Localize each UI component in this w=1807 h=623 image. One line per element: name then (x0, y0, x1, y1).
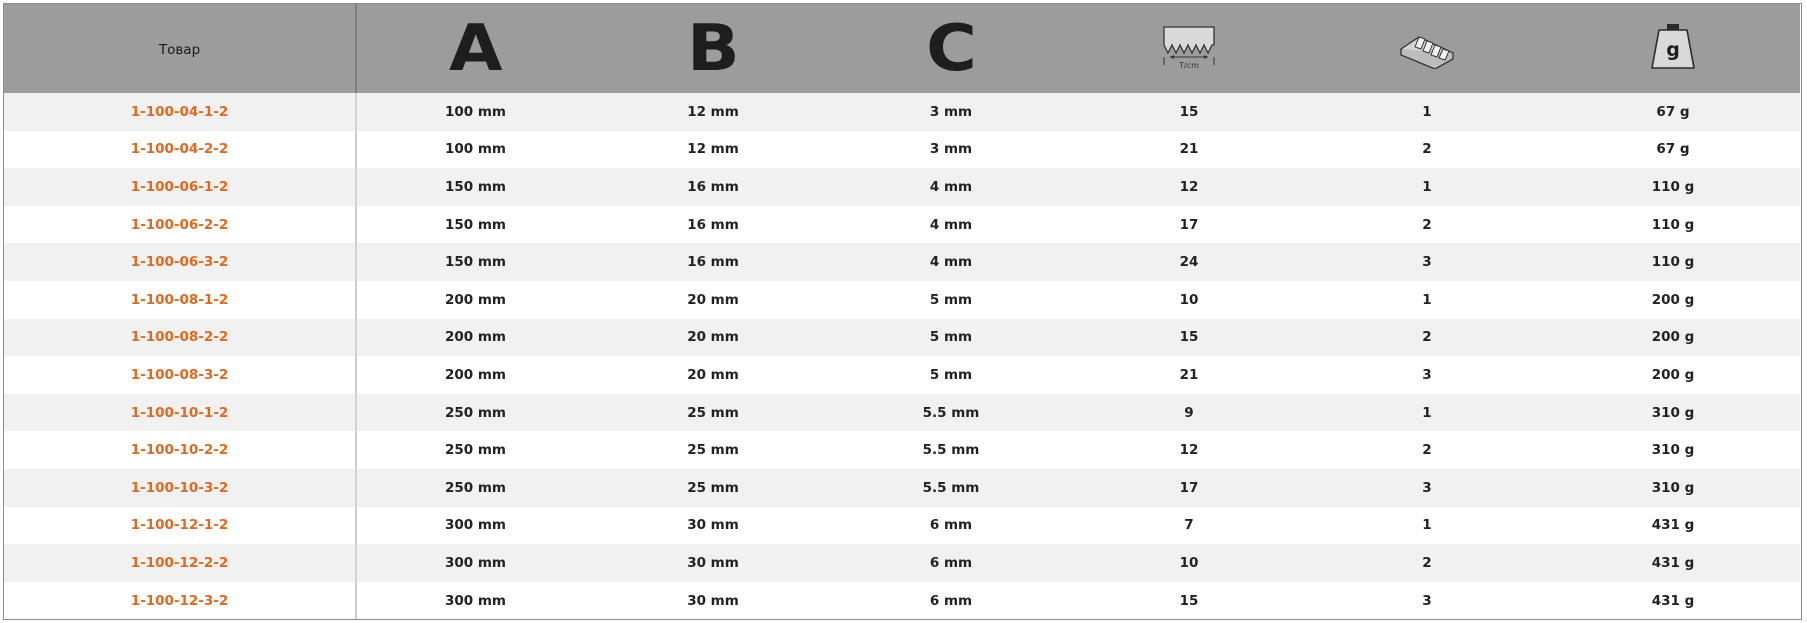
table-row (4, 131, 1800, 169)
weight-cell: 431 g (1651, 554, 1695, 571)
cut-type-cell: 3 (1422, 254, 1432, 271)
header-dimension-b (594, 4, 832, 93)
dimension-c-cell: 5 mm (929, 291, 973, 308)
table-row (4, 356, 1800, 394)
weight-cell: 431 g (1651, 592, 1695, 609)
product-sku-link[interactable]: 1-100-08-2-2 (4, 319, 356, 357)
weight-cell: 200 g (1651, 329, 1695, 346)
header-product-label: Товар (158, 42, 201, 58)
table-row (4, 469, 1800, 507)
product-sku-link[interactable]: 1-100-06-1-2 (4, 168, 356, 206)
product-sku-link[interactable]: 1-100-08-1-2 (4, 281, 356, 319)
dimension-b-cell: 30 mm (687, 592, 739, 609)
product-sku-link[interactable]: 1-100-08-3-2 (4, 356, 356, 394)
header-c-label: C (925, 11, 977, 86)
product-sku-link[interactable]: 1-100-06-2-2 (4, 206, 356, 244)
dimension-c-cell: 4 mm (929, 216, 973, 233)
weight-cell: 431 g (1651, 517, 1695, 534)
weight-cell: 110 g (1651, 178, 1695, 195)
teeth-per-cm-cell: 17 (1179, 216, 1199, 233)
dimension-c-cell: 4 mm (929, 254, 973, 271)
dimension-b-cell: 25 mm (687, 404, 739, 421)
cut-type-cell: 1 (1422, 291, 1432, 308)
header-product (4, 4, 356, 93)
product-sku-link[interactable]: 1-100-10-3-2 (4, 469, 356, 507)
header-cut-type (1308, 4, 1546, 93)
dimension-c-cell: 3 mm (929, 103, 973, 120)
dimension-c-cell: 5.5 mm (922, 404, 980, 421)
weight-cell: 67 g (1656, 103, 1690, 120)
dimension-b-cell: 20 mm (687, 366, 739, 383)
dimension-a-cell: 150 mm (444, 216, 506, 233)
table-row (4, 319, 1800, 357)
teeth-per-cm-cell: 21 (1179, 141, 1199, 158)
product-sku-link[interactable]: 1-100-10-1-2 (4, 394, 356, 432)
product-sku-link[interactable]: 1-100-04-2-2 (4, 131, 356, 169)
weight-icon-letter: g (1666, 38, 1680, 61)
dimension-c-cell: 5 mm (929, 329, 973, 346)
teeth-per-cm-cell: 15 (1179, 329, 1199, 346)
weight-cell: 310 g (1651, 442, 1695, 459)
cut-type-cell: 2 (1422, 329, 1432, 346)
teeth-per-cm-cell: 12 (1179, 442, 1199, 459)
cut-type-cell: 1 (1422, 178, 1432, 195)
weight-cell: 110 g (1651, 254, 1695, 271)
dimension-b-cell: 20 mm (687, 291, 739, 308)
teeth-per-cm-cell: 15 (1179, 592, 1199, 609)
dimension-a-cell: 200 mm (444, 329, 506, 346)
dimension-a-cell: 300 mm (444, 592, 506, 609)
cut-type-cell: 1 (1422, 517, 1432, 534)
dimension-a-cell: 150 mm (444, 254, 506, 271)
product-sku-link[interactable]: 1-100-04-1-2 (4, 93, 356, 131)
dimension-a-cell: 100 mm (444, 103, 506, 120)
cut-type-cell: 3 (1422, 592, 1432, 609)
dimension-b-cell: 30 mm (687, 554, 739, 571)
product-spec-table (4, 4, 1801, 619)
header-teeth-per-cm (1070, 4, 1308, 93)
teeth-per-cm-cell: 17 (1179, 479, 1199, 496)
weight-cell: 310 g (1651, 404, 1695, 421)
table-row (4, 394, 1800, 432)
dimension-b-cell: 25 mm (687, 479, 739, 496)
table-row (4, 582, 1800, 620)
weight-cell: 200 g (1651, 366, 1695, 383)
teeth-per-cm-cell: 21 (1179, 366, 1199, 383)
header-weight (1546, 4, 1800, 93)
dimension-b-cell: 12 mm (687, 141, 739, 158)
dimension-b-cell: 25 mm (687, 442, 739, 459)
teeth-per-cm-cell: 12 (1179, 178, 1199, 195)
teeth-per-cm-icon (1162, 23, 1216, 71)
teeth-unit-label: T/cm (1179, 60, 1199, 70)
dimension-b-cell: 16 mm (687, 216, 739, 233)
product-spec-table-frame (3, 3, 1802, 620)
dimension-b-cell: 16 mm (687, 254, 739, 271)
dimension-b-cell: 16 mm (687, 178, 739, 195)
dimension-c-cell: 5 mm (929, 366, 973, 383)
weight-cell: 67 g (1656, 141, 1690, 158)
teeth-per-cm-cell: 9 (1184, 404, 1194, 421)
table-row (4, 281, 1800, 319)
dimension-c-cell: 6 mm (929, 592, 973, 609)
teeth-per-cm-cell: 15 (1179, 103, 1199, 120)
dimension-a-cell: 200 mm (444, 291, 506, 308)
dimension-a-cell: 150 mm (444, 178, 506, 195)
dimension-a-cell: 300 mm (444, 517, 506, 534)
table-row (4, 93, 1800, 131)
dimension-c-cell: 5.5 mm (922, 442, 980, 459)
teeth-per-cm-cell: 24 (1179, 254, 1199, 271)
product-sku-link[interactable]: 1-100-12-3-2 (4, 582, 356, 620)
weight-cell: 200 g (1651, 291, 1695, 308)
weight-cell: 310 g (1651, 479, 1695, 496)
dimension-b-cell: 30 mm (687, 517, 739, 534)
table-row (4, 507, 1800, 545)
cut-type-cell: 2 (1422, 141, 1432, 158)
teeth-per-cm-cell: 7 (1184, 517, 1194, 534)
header-b-label: B (686, 11, 740, 86)
cut-type-cell: 3 (1422, 366, 1432, 383)
cut-type-cell: 1 (1422, 404, 1432, 421)
dimension-a-cell: 250 mm (444, 404, 506, 421)
dimension-a-cell: 250 mm (444, 479, 506, 496)
table-header (4, 4, 1800, 93)
cut-type-cell: 2 (1422, 216, 1432, 233)
dimension-c-cell: 6 mm (929, 517, 973, 534)
dimension-a-cell: 250 mm (444, 442, 506, 459)
dimension-b-cell: 12 mm (687, 103, 739, 120)
cut-type-cell: 3 (1422, 479, 1432, 496)
header-dimension-a (356, 4, 594, 93)
dimension-b-cell: 20 mm (687, 329, 739, 346)
product-sku-link[interactable]: 1-100-10-2-2 (4, 431, 356, 469)
dimension-a-cell: 300 mm (444, 554, 506, 571)
product-sku-link[interactable]: 1-100-12-1-2 (4, 507, 356, 545)
table-row (4, 168, 1800, 206)
cut-type-cell: 1 (1422, 103, 1432, 120)
cut-type-cell: 2 (1422, 442, 1432, 459)
cut-type-icon (1399, 25, 1455, 69)
weight-cell: 110 g (1651, 216, 1695, 233)
header-row (4, 4, 1800, 93)
product-sku-link[interactable]: 1-100-06-3-2 (4, 243, 356, 281)
header-dimension-c (832, 4, 1070, 93)
dimension-c-cell: 5.5 mm (922, 479, 980, 496)
table-row (4, 206, 1800, 244)
table-row (4, 243, 1800, 281)
teeth-per-cm-cell: 10 (1179, 291, 1199, 308)
table-row (4, 431, 1800, 469)
dimension-a-cell: 200 mm (444, 366, 506, 383)
table-row (4, 544, 1800, 582)
dimension-a-cell: 100 mm (444, 141, 506, 158)
cut-type-cell: 2 (1422, 554, 1432, 571)
table-body (4, 93, 1800, 619)
teeth-per-cm-cell: 10 (1179, 554, 1199, 571)
dimension-c-cell: 4 mm (929, 178, 973, 195)
header-a-label: A (448, 11, 503, 86)
weight-icon (1648, 22, 1698, 72)
dimension-c-cell: 6 mm (929, 554, 973, 571)
dimension-c-cell: 3 mm (929, 141, 973, 158)
product-sku-link[interactable]: 1-100-12-2-2 (4, 544, 356, 582)
